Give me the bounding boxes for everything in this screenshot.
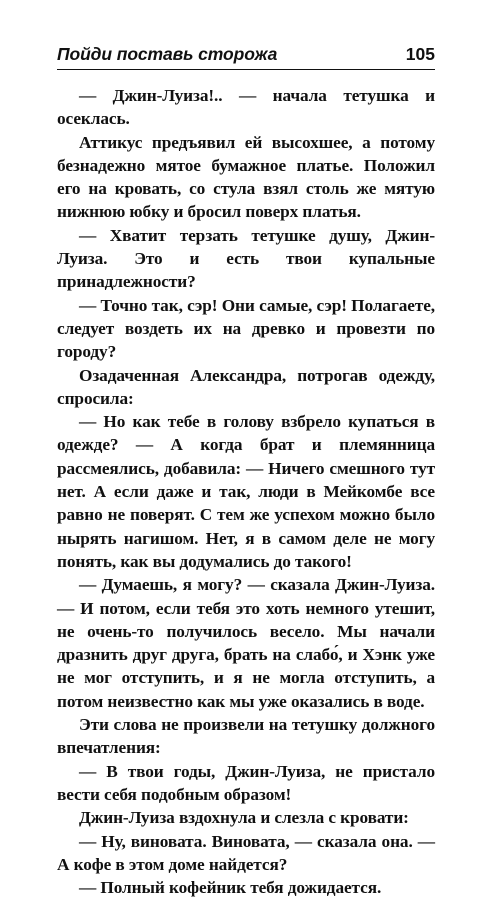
paragraph: — Джин-Луиза!.. — начала тетушка и осеклась. bbox=[57, 86, 435, 129]
running-head bbox=[57, 44, 435, 68]
paragraph: Озадаченная Александра, потрогав одежду, спросила: bbox=[57, 365, 435, 408]
paragraph: Эти слова не произвели на тетушку должного впечатления: bbox=[57, 715, 435, 758]
paragraph: — В твои годы, Джин-Луиза, не пристало вести себя подобным образом! bbox=[57, 761, 435, 804]
paragraph: Аттикус предъявил ей высохшее, а потому безнадежно мятое бумажное платье. Положил его на кровать, со стула взял столь же мятую нижнюю юбку и бросил поверх платья. bbox=[57, 132, 435, 222]
running-title: Пойди поставь сторожа bbox=[57, 44, 278, 64]
header-rule bbox=[57, 69, 435, 70]
paragraph: — Ну, виновата. Виновата, — сказала она. — А кофе в этом доме найдется? bbox=[57, 831, 435, 874]
paragraph: Джин-Луиза вздохнула и слезла с кровати: bbox=[79, 808, 409, 828]
page-number: 105 bbox=[405, 44, 435, 64]
paragraph: — Полный кофейник тебя дожидается. bbox=[79, 878, 382, 898]
paragraph: — Хватит терзать тетушке душу, Джин-Луиза. Это и есть твои купальные принадлежности? bbox=[57, 225, 435, 292]
paragraph: — Точно так, сэр! Они самые, сэр! Полагаете, следует воздеть их на древко и провезти по городу? bbox=[57, 295, 435, 362]
text-body bbox=[57, 84, 435, 899]
paragraph: — Но как тебе в голову взбрело купаться в одежде? — А когда брат и племянница рассмеялись, добавила: — Ничего смешного тут нет. А если даже и так, люди в Мейкомбе все равно не поверят. С тем же успехом можно было нырять нагишом. Нет, я в самом деле не могу понять, как вы додумались до такого! bbox=[57, 412, 435, 571]
paragraph: — Думаешь, я могу? — сказала Джин-Луиза. — И потом, если тебя это хоть немного утешит, не очень-то получилось весело. Мы начали дразнить друг друга, брать на слабо́, и Хэнк уже не мог отступить, и я не могла отступить, а потом неизвестно как мы уже оказались в воде. bbox=[57, 575, 435, 711]
